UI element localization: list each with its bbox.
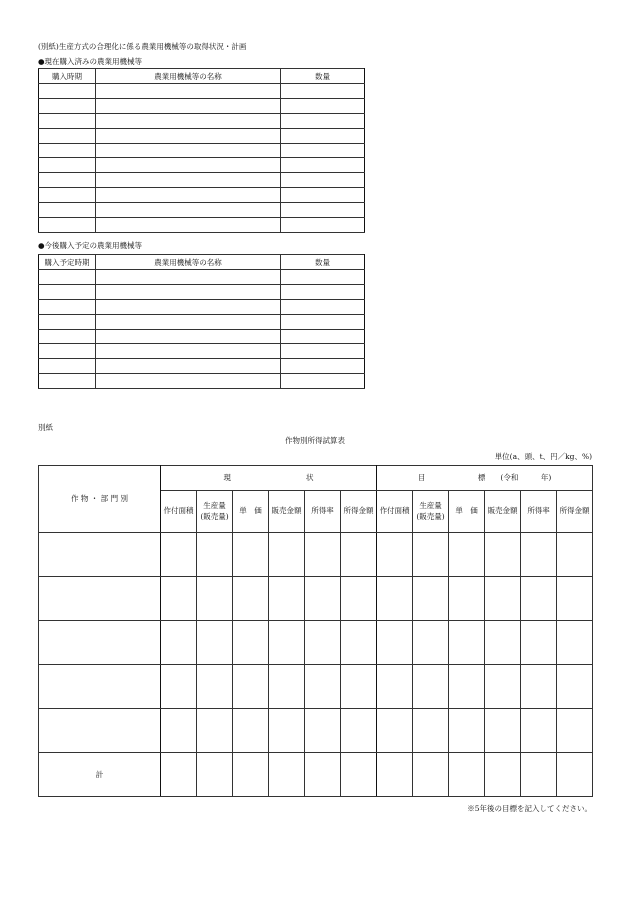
table-cell[interactable] bbox=[281, 128, 365, 143]
column-header-income-amount: 所得金額 bbox=[557, 491, 593, 533]
table-cell[interactable] bbox=[269, 577, 305, 621]
table-row bbox=[39, 113, 365, 128]
table-row bbox=[39, 84, 365, 99]
table-cell[interactable] bbox=[281, 314, 365, 329]
table-cell[interactable] bbox=[305, 709, 341, 753]
group-header-target: 目 標 (令和 年) bbox=[377, 466, 593, 491]
table-cell[interactable] bbox=[341, 709, 377, 753]
table-cell[interactable] bbox=[96, 359, 281, 374]
table-cell[interactable] bbox=[449, 533, 485, 577]
table-cell[interactable] bbox=[96, 173, 281, 188]
table-cell[interactable] bbox=[281, 143, 365, 158]
table-cell[interactable] bbox=[96, 374, 281, 389]
table-row bbox=[39, 577, 593, 621]
current-machines-table bbox=[38, 68, 365, 233]
table-cell[interactable] bbox=[341, 753, 377, 797]
table-cell[interactable] bbox=[377, 621, 413, 665]
table-row bbox=[39, 344, 365, 359]
crop-cell[interactable] bbox=[39, 665, 161, 709]
column-header-purchase-time: 購入時期 bbox=[39, 69, 96, 84]
table-cell[interactable] bbox=[521, 577, 557, 621]
column-header-sales-volume-label: (販売量) bbox=[416, 511, 445, 521]
table-cell[interactable] bbox=[485, 665, 521, 709]
table-cell[interactable] bbox=[557, 753, 593, 797]
table-cell[interactable] bbox=[39, 188, 96, 203]
column-header-machine-name: 農業用機械等の名称 bbox=[96, 69, 281, 84]
table-cell[interactable] bbox=[557, 665, 593, 709]
table-row bbox=[39, 621, 593, 665]
table-row bbox=[39, 98, 365, 113]
column-header-income-amount: 所得金額 bbox=[341, 491, 377, 533]
table-cell[interactable] bbox=[281, 218, 365, 233]
column-header-production-label: 生産量 bbox=[203, 501, 226, 511]
table-cell[interactable] bbox=[39, 374, 96, 389]
column-header-production bbox=[197, 491, 233, 533]
crop-cell[interactable] bbox=[39, 709, 161, 753]
table-row bbox=[39, 359, 365, 374]
crop-cell[interactable] bbox=[39, 577, 161, 621]
income-table-title: 作物別所得試算表 bbox=[285, 436, 345, 445]
table-cell[interactable] bbox=[39, 344, 96, 359]
table-cell[interactable] bbox=[377, 577, 413, 621]
table-row bbox=[39, 709, 593, 753]
table-cell[interactable] bbox=[39, 218, 96, 233]
table-cell[interactable] bbox=[449, 709, 485, 753]
table-cell[interactable] bbox=[305, 621, 341, 665]
table-cell[interactable] bbox=[96, 143, 281, 158]
row-header-crop: 作 物 ・ 部 門 別 bbox=[39, 466, 161, 533]
planned-machines-table bbox=[38, 254, 365, 389]
column-header-production-label: 生産量 bbox=[419, 501, 442, 511]
column-header-planned-time: 購入予定時期 bbox=[39, 255, 96, 270]
table-row bbox=[39, 329, 365, 344]
table-cell[interactable] bbox=[449, 753, 485, 797]
table-cell[interactable] bbox=[197, 577, 233, 621]
table-cell[interactable] bbox=[281, 98, 365, 113]
table-cell[interactable] bbox=[413, 533, 449, 577]
table-cell[interactable] bbox=[39, 314, 96, 329]
table-row bbox=[39, 143, 365, 158]
table-cell[interactable] bbox=[281, 84, 365, 99]
table-cell[interactable] bbox=[96, 188, 281, 203]
table-row bbox=[39, 299, 365, 314]
table-cell[interactable] bbox=[281, 203, 365, 218]
table-cell[interactable] bbox=[96, 299, 281, 314]
table-cell[interactable] bbox=[449, 577, 485, 621]
table-cell[interactable] bbox=[39, 299, 96, 314]
table-cell[interactable] bbox=[269, 533, 305, 577]
table-cell[interactable] bbox=[341, 621, 377, 665]
table-cell[interactable] bbox=[281, 299, 365, 314]
table-cell[interactable] bbox=[413, 577, 449, 621]
column-header-quantity: 数量 bbox=[281, 255, 365, 270]
table-cell[interactable] bbox=[341, 533, 377, 577]
table-cell[interactable] bbox=[39, 84, 96, 99]
table-cell[interactable] bbox=[413, 621, 449, 665]
table-cell[interactable] bbox=[96, 284, 281, 299]
table-cell[interactable] bbox=[161, 665, 197, 709]
table-cell[interactable] bbox=[305, 665, 341, 709]
table-cell[interactable] bbox=[233, 621, 269, 665]
table-cell[interactable] bbox=[269, 621, 305, 665]
table-cell[interactable] bbox=[96, 113, 281, 128]
table-cell[interactable] bbox=[377, 709, 413, 753]
table-cell[interactable] bbox=[96, 270, 281, 285]
column-header-quantity: 数量 bbox=[281, 69, 365, 84]
table-cell[interactable] bbox=[485, 621, 521, 665]
column-header-sales-amount: 販売金額 bbox=[269, 491, 305, 533]
table-cell[interactable] bbox=[521, 533, 557, 577]
table-cell[interactable] bbox=[521, 709, 557, 753]
table-cell[interactable] bbox=[485, 577, 521, 621]
table-cell[interactable] bbox=[341, 577, 377, 621]
table-row bbox=[39, 188, 365, 203]
footnote: ※5年後の目標を記入してください。 bbox=[467, 804, 592, 813]
table-cell[interactable] bbox=[557, 621, 593, 665]
table-cell[interactable] bbox=[39, 329, 96, 344]
table-cell[interactable] bbox=[485, 533, 521, 577]
column-header-sales-amount: 販売金額 bbox=[485, 491, 521, 533]
total-label: 計 bbox=[39, 753, 161, 797]
income-table bbox=[38, 465, 593, 797]
table-row bbox=[39, 314, 365, 329]
unit-label: 単位(a、頭、t、円／kg、%) bbox=[494, 452, 592, 461]
table-row bbox=[39, 533, 593, 577]
table-cell[interactable] bbox=[305, 753, 341, 797]
table-cell[interactable] bbox=[281, 188, 365, 203]
table-cell[interactable] bbox=[413, 753, 449, 797]
table-cell[interactable] bbox=[233, 709, 269, 753]
table-cell[interactable] bbox=[413, 665, 449, 709]
table-cell[interactable] bbox=[233, 665, 269, 709]
table-cell[interactable] bbox=[557, 709, 593, 753]
table-cell[interactable] bbox=[39, 284, 96, 299]
column-header-sales-volume-label: (販売量) bbox=[200, 511, 229, 521]
table-cell[interactable] bbox=[197, 753, 233, 797]
column-header-unit-price: 単 価 bbox=[449, 491, 485, 533]
column-header-income-rate: 所得率 bbox=[305, 491, 341, 533]
table-cell[interactable] bbox=[39, 158, 96, 173]
table-cell[interactable] bbox=[39, 143, 96, 158]
table-cell[interactable] bbox=[341, 665, 377, 709]
column-header-planted-area: 作付面積 bbox=[377, 491, 413, 533]
table-cell[interactable] bbox=[521, 665, 557, 709]
table-cell[interactable] bbox=[305, 577, 341, 621]
table-cell[interactable] bbox=[269, 753, 305, 797]
table-cell[interactable] bbox=[281, 158, 365, 173]
table-cell[interactable] bbox=[281, 359, 365, 374]
table-cell[interactable] bbox=[39, 128, 96, 143]
table-cell[interactable] bbox=[96, 203, 281, 218]
table-cell[interactable] bbox=[521, 753, 557, 797]
column-header-income-rate: 所得率 bbox=[521, 491, 557, 533]
total-row bbox=[39, 753, 593, 797]
document-header: (別紙)生産方式の合理化に係る農業用機械等の取得状況・計画 bbox=[38, 42, 247, 51]
table-cell[interactable] bbox=[521, 621, 557, 665]
table-cell[interactable] bbox=[377, 753, 413, 797]
table-cell[interactable] bbox=[233, 753, 269, 797]
table-cell[interactable] bbox=[39, 270, 96, 285]
table-cell[interactable] bbox=[485, 709, 521, 753]
table-cell[interactable] bbox=[39, 98, 96, 113]
table-cell[interactable] bbox=[96, 344, 281, 359]
table-cell[interactable] bbox=[281, 329, 365, 344]
table-cell[interactable] bbox=[197, 533, 233, 577]
table-row bbox=[39, 173, 365, 188]
table-cell[interactable] bbox=[39, 203, 96, 218]
column-header-unit-price: 単 価 bbox=[233, 491, 269, 533]
group-header-current: 現 状 bbox=[161, 466, 377, 491]
table-cell[interactable] bbox=[557, 533, 593, 577]
table-cell[interactable] bbox=[413, 709, 449, 753]
table-cell[interactable] bbox=[96, 98, 281, 113]
table-cell[interactable] bbox=[485, 753, 521, 797]
table-cell[interactable] bbox=[377, 533, 413, 577]
table-row bbox=[39, 218, 365, 233]
table-cell[interactable] bbox=[233, 533, 269, 577]
table-cell[interactable] bbox=[281, 173, 365, 188]
column-header-machine-name: 農業用機械等の名称 bbox=[96, 255, 281, 270]
table-cell[interactable] bbox=[161, 577, 197, 621]
column-header-planted-area: 作付面積 bbox=[161, 491, 197, 533]
table-cell[interactable] bbox=[233, 577, 269, 621]
table-cell[interactable] bbox=[305, 533, 341, 577]
table-cell[interactable] bbox=[281, 374, 365, 389]
table-cell[interactable] bbox=[377, 665, 413, 709]
table-cell[interactable] bbox=[281, 270, 365, 285]
table-cell[interactable] bbox=[96, 158, 281, 173]
crop-cell[interactable] bbox=[39, 533, 161, 577]
table-cell[interactable] bbox=[449, 621, 485, 665]
crop-cell[interactable] bbox=[39, 621, 161, 665]
table-row bbox=[39, 374, 365, 389]
table-cell[interactable] bbox=[96, 218, 281, 233]
table-cell[interactable] bbox=[449, 665, 485, 709]
table-cell[interactable] bbox=[269, 665, 305, 709]
table-cell[interactable] bbox=[197, 665, 233, 709]
table-cell[interactable] bbox=[96, 329, 281, 344]
table-cell[interactable] bbox=[96, 314, 281, 329]
table-cell[interactable] bbox=[161, 753, 197, 797]
table-row bbox=[39, 284, 365, 299]
planned-machines-heading: ●今後購入予定の農業用機械等 bbox=[38, 241, 143, 250]
table-cell[interactable] bbox=[161, 709, 197, 753]
table-cell[interactable] bbox=[96, 128, 281, 143]
table-cell[interactable] bbox=[39, 113, 96, 128]
table-cell[interactable] bbox=[197, 709, 233, 753]
attachment-label: 別紙 bbox=[38, 423, 53, 432]
table-cell[interactable] bbox=[269, 709, 305, 753]
table-cell[interactable] bbox=[39, 173, 96, 188]
table-cell[interactable] bbox=[96, 84, 281, 99]
table-row bbox=[39, 203, 365, 218]
table-row bbox=[39, 128, 365, 143]
table-row bbox=[39, 270, 365, 285]
table-cell[interactable] bbox=[161, 621, 197, 665]
table-cell[interactable] bbox=[281, 113, 365, 128]
table-cell[interactable] bbox=[197, 621, 233, 665]
table-row bbox=[39, 158, 365, 173]
table-cell[interactable] bbox=[161, 533, 197, 577]
table-row bbox=[39, 665, 593, 709]
current-machines-heading: ●現在購入済みの農業用機械等 bbox=[38, 57, 143, 66]
table-cell[interactable] bbox=[281, 344, 365, 359]
table-cell[interactable] bbox=[281, 284, 365, 299]
column-header-production bbox=[413, 491, 449, 533]
table-cell[interactable] bbox=[39, 359, 96, 374]
table-cell[interactable] bbox=[557, 577, 593, 621]
